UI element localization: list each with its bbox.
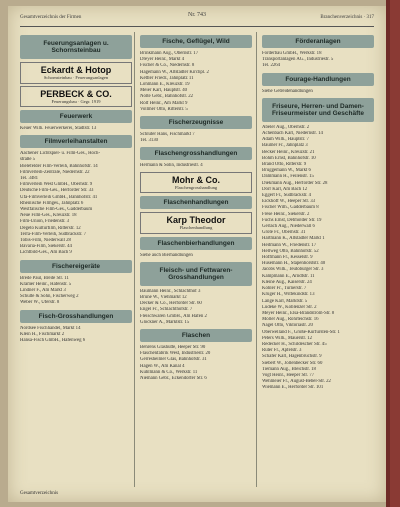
header-left: Gesamtverzeichnis der Firmen (20, 15, 82, 20)
directory-entry: Krüger H., Wittekindstr. 13 (262, 292, 315, 298)
directory-entry: Lohmann E., Kreuzstr. 19 (140, 82, 190, 88)
directory-entry: Weber W., Uferstr. 8 (20, 300, 60, 306)
entry-list (20, 126, 132, 132)
directory-entry: Tel. 2264 (262, 63, 281, 69)
advertisement (20, 62, 132, 84)
entry-list (262, 125, 374, 392)
directory-entry: Vogt Heinr., Heeper Str. 77 (262, 372, 315, 378)
column-divider (256, 32, 257, 487)
directory-entry: straße 5 (20, 157, 36, 163)
directory-entry: Schäfer Karl, Hagenbruchstr. 9 (262, 354, 322, 360)
ad-title: Eckardt & Hotop (40, 65, 112, 75)
directory-entry: Lüdeke W., Koblenzer Str. 2 (262, 304, 317, 310)
page-footer: Gesamtverzeichnis (20, 491, 59, 496)
directory-entry: Diekmann Aug., Herforder Str. 28 (262, 180, 328, 186)
directory-entry: Rolf Heinr., Am Markt 9 (140, 100, 188, 106)
directory-entry: Förderbau GmbH., Werkstr. 18 (262, 51, 322, 56)
entry-list (262, 89, 374, 95)
section-heading: Filmverleihanstalten (20, 135, 132, 148)
entry-list (140, 51, 252, 113)
directory-entry: Heitmann W., Friedenstr. 17 (262, 242, 317, 248)
section-heading: Förderanlagen (262, 35, 374, 48)
directory-entry: Frese Heinr., Siekerstr. 2 (262, 211, 310, 217)
directory-entry: Husemann H., Stapenhorststr. 40 (262, 261, 326, 267)
entry-list (140, 132, 252, 144)
directory-entry: Keuer Wilh. Feuerwerkerei, Stadtstr. 13 (20, 126, 97, 131)
column-2 (140, 32, 252, 382)
directory-entry: Kampmann E., Arndtstr. 11 (262, 273, 315, 279)
directory-entry: Brede Paul, Breite Str. 11 (20, 275, 69, 281)
directory-entry: Gerresheimer Glas, Bahnhofstr. 31 (140, 357, 207, 363)
directory-entry: Decker & Co., Herforder Str. 60 (140, 301, 202, 307)
ad-text: Flaschengrosshandlung (174, 184, 218, 190)
directory-entry: Terra-Film-Verleih, Sudbrackstr. 7 (20, 231, 87, 237)
directory-entry: Siehe auch Bierhandlungen (140, 252, 193, 258)
directory-entry: Tel. 3481 (20, 176, 39, 182)
directory-entry: Nolte Gebr., Bahnhofstr. 22 (140, 94, 194, 100)
directory-entry: Jacobs Wilh., Teutoburger Str. 3 (262, 267, 324, 273)
directory-entry: Dreyer Heinr., Markt 4 (140, 57, 185, 63)
directory-entry: Lichtbild-Ges., Am Bach 9 (20, 250, 72, 256)
directory-entry: Köhler Fr., Turnerstr. 7 (262, 286, 307, 292)
advertisement (140, 212, 252, 234)
directory-entry: Klein H., Fischmarkt 2 (20, 331, 65, 337)
directory-entry: Nordsee Fischhandel, Markt 14 (20, 325, 81, 331)
directory-entry: Redecker H., Schildescher Str. 45 (262, 341, 327, 347)
ad-text: Flaschenhandlung (179, 225, 213, 231)
entry-list (262, 51, 374, 70)
ad-text: Feuerungsbau · Gegr. 1919 (51, 98, 101, 104)
ad-title: PERBECK & CO. (40, 88, 112, 99)
directory-entry: Hagemann W., Altstädter Kirchpl. 2 (140, 69, 209, 75)
directory-entry: Hermann & Sohn, Industriestr. 4 (140, 163, 203, 169)
directory-entry: Hoffmann Fr., Kesselstr. 9 (262, 255, 313, 261)
directory-entry: Meier Karl, Hauptstr. 40 (140, 88, 188, 94)
section-heading: Fischereigeräte (20, 260, 132, 273)
directory-entry: Hartmann K., Altstädter Markt 1 (262, 236, 325, 242)
entry-list (20, 151, 132, 256)
directory-entry: Niemann Gebr., Eckendorfer Str. 6 (140, 376, 207, 382)
directory-entry: Dammann H., Feilenstr. 15 (262, 174, 314, 180)
directory-entry: Fischer & Co., Niedernstr. 8 (140, 63, 195, 69)
directory-entry: Bavaria-Film, Siekerstr. 44 (20, 244, 72, 250)
directory-entry: Baumann Heinr., Schlachthof 3 (140, 288, 201, 294)
directory-entry: Rheinische Filmges., Jahnplatz 6 (20, 200, 84, 206)
directory-entry: Transportanlagen AG., Industriestr. 5 (262, 57, 334, 63)
directory-entry: Aachener Lichtspiel- u. Film-Ges., Hoch- (20, 151, 101, 157)
directory-entry: Kettler Friedr., Jahnplatz 11 (140, 75, 194, 81)
header-center: Nr. 743 (188, 12, 206, 18)
entry-list (140, 289, 252, 326)
directory-entry: Becker Heinr., Kreuzstr. 21 (262, 149, 315, 155)
directory-entry: Lindner F., Am Markt 3 (20, 288, 66, 294)
section-heading: Fleisch- und Fettwaren-Grosshandlungen (140, 262, 252, 286)
section-heading: Fourage-Handlungen (262, 73, 374, 86)
header-right: Branchenverzeichnis · 317 (320, 15, 374, 20)
directory-entry: Vollmer Otto, Ritterstr. 5 (140, 106, 188, 112)
directory-entry: Ufa-Filmverleih GmbH., Bahnhofstr. 41 (20, 194, 98, 200)
directory-page (8, 6, 386, 502)
directory-entry: Wiemann E., Herforder Str. 101 (262, 385, 324, 391)
section-heading: Flaschenbierhandlungen (140, 237, 252, 250)
ad-title: Karp Theodor (166, 215, 226, 226)
directory-entry: Hansa-Fisch GmbH., Hafenweg 6 (20, 338, 86, 344)
column-3 (262, 32, 374, 392)
page-header (20, 12, 374, 26)
directory-entry: Westfälische Film-Ges., Gadderbaum (20, 207, 93, 213)
section-heading: Fisch-Grosshandlungen (20, 310, 132, 323)
directory-entry: Eggert Fr., Sudbrackstr. 4 (262, 193, 312, 199)
directory-entry: Eickhoff W., Heeper Str. 33 (262, 199, 316, 205)
directory-entry: Nagel Otto, Viktoriastr. 20 (262, 323, 313, 329)
directory-entry: Neue Film-Ges., Kreuzstr. 18 (20, 213, 77, 219)
header-rule (20, 26, 374, 27)
directory-entry: Glöckner A., Marktstr. 15 (140, 319, 190, 325)
directory-entry: Kleine Aug., Kaiserstr. 24 (262, 279, 312, 285)
directory-entry: Siehe Getreidehandlungen (262, 88, 313, 94)
section-heading: Flaschen (140, 329, 252, 342)
directory-entry: Bäumer Fr., Jahnplatz 3 (262, 143, 308, 149)
section-heading: Feuerungsanlagen u. Schornsteinbau (20, 35, 132, 59)
directory-entry: Lange Karl, Marktstr. 5 (262, 298, 308, 304)
directory-entry: Degeto Kulturfilm, Ritterstr. 12 (20, 225, 81, 231)
directory-entry: Brinkmann Aug., Obernstr. 17 (140, 51, 199, 56)
directory-entry: Peters Wilh., Mauerstr. 12 (262, 335, 313, 341)
entry-list (20, 326, 132, 345)
directory-entry: Deutsche Film-Ges., Herforder Str. 33 (20, 188, 94, 194)
directory-entry: Tiemann Aug., Bleichstr. 18 (262, 366, 316, 372)
entry-list (20, 276, 132, 307)
section-heading: Fische, Geflügel, Wild (140, 35, 252, 48)
directory-entry: Kuhlmann & Co., Werkstr. 11 (140, 369, 198, 375)
directory-entry: Fuchs Ernst, Detmolder Str. 19 (262, 217, 322, 223)
directory-entry: Grote Fr., Obernstr. 31 (262, 230, 306, 236)
directory-entry: Film-Union, Friedenstr. 3 (20, 219, 70, 225)
directory-entry: Tel. 3130 (140, 138, 159, 144)
entry-list (140, 253, 252, 259)
directory-entry: Filmverleih-Zentrale, Niedernstr. 22 (20, 169, 90, 175)
directory-entry: Fleischwaren GmbH., Am Hafen 2 (140, 313, 207, 319)
advertisement (140, 172, 252, 194)
entry-list (140, 345, 252, 382)
directory-entry: Wehmeier Fr., August-Bebel-Str. 22 (262, 379, 331, 385)
directory-entry: Schlüter Hans, Fischmarkt 7 (140, 132, 195, 138)
directory-entry: Tobis-Film, Niederwall 28 (20, 238, 71, 244)
entry-list (140, 163, 252, 169)
directory-entry: Bielefelder Film-Verleih, Bahnhofstr. 14 (20, 163, 98, 169)
book-spine-edge (386, 0, 390, 507)
ad-title: Mohr & Co. (172, 174, 220, 185)
directory-entry: Möller Aug., Rohrteichstr. 16 (262, 317, 319, 323)
directory-entry: Hagen W., Am Kanal 4 (140, 363, 185, 369)
directory-entry: Adam Wilh., Hauptstr. 7 (262, 137, 309, 143)
directory-entry: Brune W., Viehmarkt 12 (140, 295, 187, 301)
column-divider (134, 32, 135, 487)
directory-entry: Siebert W., Jöllenbecker Str. 60 (262, 360, 323, 366)
directory-entry: Brüggemann W., Markt 6 (262, 168, 311, 174)
section-heading: Friseure, Herren- und Damen-Friseurmeister und Geschäfte (262, 98, 374, 122)
directory-entry: Meyer Heinr., Elsa-Brändström-Str. 8 (262, 310, 335, 316)
directory-entry: Abeler Aug., Obernstr. 2 (262, 124, 310, 130)
directory-entry: Brand Otto, Ritterstr. 9 (262, 162, 307, 168)
section-heading: Flaschenhandlungen (140, 196, 252, 209)
directory-entry: Schulte & Sohn, Fischerweg 2 (20, 294, 79, 300)
directory-entry: Rüter Fr., Apfelstr. 3 (262, 348, 302, 354)
directory-entry: Behrens Glashütte, Heeper Str. 90 (140, 345, 206, 351)
directory-entry: Achenbach Karl, Niedernstr. 14 (262, 131, 323, 137)
directory-entry: Engel Fr., Schlachthofstr. 7 (140, 307, 193, 313)
directory-entry: Gerlach Aug., Niederwall 6 (262, 224, 315, 230)
directory-entry: Dörr Karl, Am Bach 12 (262, 186, 308, 192)
section-heading: Flaschengrosshandlungen (140, 147, 252, 160)
directory-entry: Kramer Heinr., Hafenstr. 5 (20, 281, 72, 287)
directory-entry: Böhm Ernst, Bahnhofstr. 10 (262, 155, 316, 161)
advertisement (20, 86, 132, 108)
directory-entry: Fischer Wilh., Gadderbaum 8 (262, 205, 319, 211)
directory-entry: Hellweg Otto, Bahnhofstr. 52 (262, 248, 319, 254)
directory-entry: Flaschenfabrik West, Industriestr. 20 (140, 351, 211, 357)
directory-entry: Filmverleih West GmbH., Obernstr. 9 (20, 182, 93, 188)
directory-entry: Oberwelland F., Große-Kurfürsten-Str. 1 (262, 329, 340, 335)
section-heading: Fischerzeugnisse (140, 116, 252, 129)
column-1 (20, 32, 132, 344)
ad-text: Schornsteinbau · Feuerungsanlagen (43, 75, 109, 80)
section-heading: Feuerwerk (20, 110, 132, 123)
